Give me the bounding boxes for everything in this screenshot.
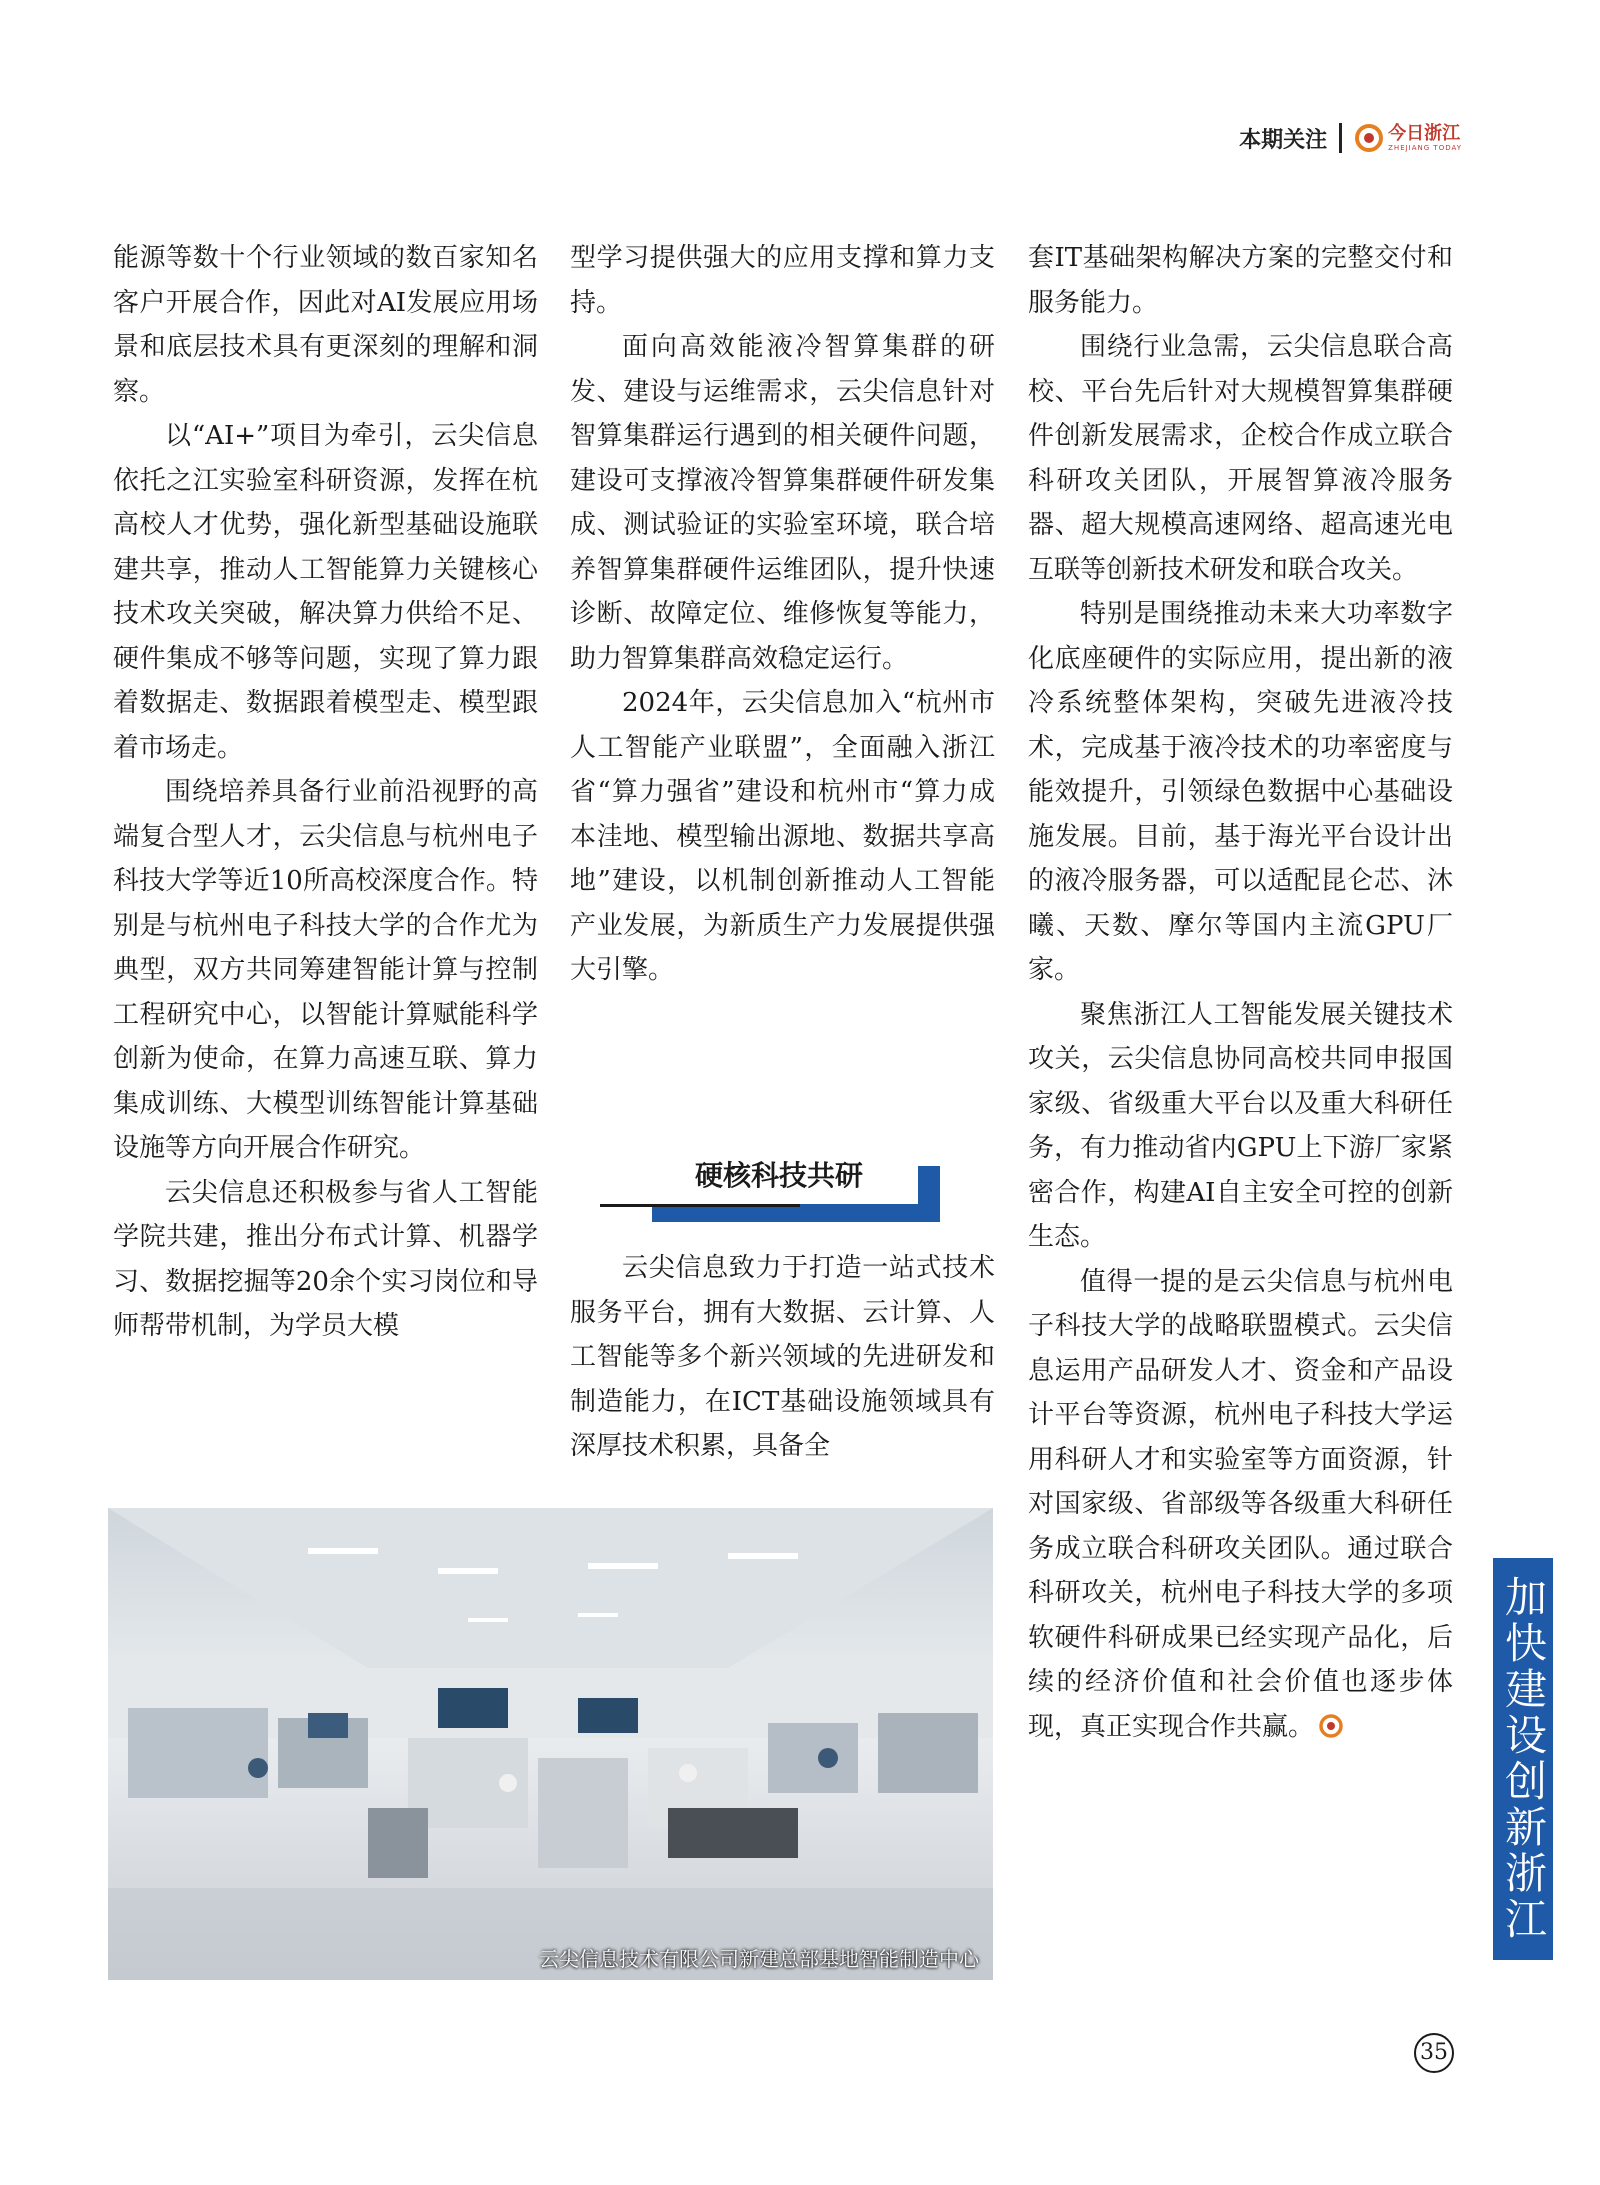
text-column-3 xyxy=(1028,236,1453,1749)
paragraph: 能源等数十个行业领域的数百家知名客户开展合作，因此对AI发展应用场景和底层技术具有更深刻的理解和洞察。 xyxy=(113,243,538,407)
logo-subtitle: ZHEJIANG TODAY xyxy=(1388,144,1462,152)
text-column-2 xyxy=(570,236,995,993)
paragraph: 特别是围绕推动未来大功率数字化底座硬件的实际应用，提出新的液冷系统整体架构，突破先进液冷技术，完成基于液冷技术的功率密度与能效提升，引领绿色数据中心基础设施发展。目前，基于海光平台设计出的液冷服务器，可以适配昆仑芯、沐曦、天数、摩尔等国内主流GPU厂家。 xyxy=(1028,599,1453,985)
today-zhejiang-logo-icon xyxy=(1354,123,1384,153)
page-header xyxy=(1239,118,1462,158)
paragraph: 云尖信息还积极参与省人工智能学院共建，推出分布式计算、机器学习、数据挖掘等20余个实习岗位和导师帮带机制，为学员大模 xyxy=(113,1177,538,1341)
end-mark-icon xyxy=(1318,1713,1344,1739)
paragraph: 聚焦浙江人工智能发展关键技术攻关，云尖信息协同高校共同申报国家级、省级重大平台以及重大科研任务，有力推动省内GPU上下游厂家紧密合作，构建AI自主安全可控的创新生态。 xyxy=(1028,999,1453,1252)
section-label: 本期关注 xyxy=(1239,127,1328,153)
side-tab-text: 加快建设创新浙江 xyxy=(1499,1575,1548,1943)
logo-title: 今日浙江 xyxy=(1388,123,1461,144)
text-column-2-continued xyxy=(570,1246,995,1469)
paragraph-final xyxy=(1028,1260,1453,1750)
paragraph: 以“AI+”项目为牵引，云尖信息依托之江实验室科研资源，发挥在杭高校人才优势，强化新型基础设施联建共享，推动人工智能算力关键核心技术攻关突破，解决算力供给不足、硬件集成不够等问题，实现了算力跟着数据走、数据跟着模型走、模型跟着市场走。 xyxy=(113,421,538,763)
publication-logo xyxy=(1354,123,1462,153)
page-number: 35 xyxy=(1414,2033,1454,2073)
section-heading-text: 硬核科技共研 xyxy=(694,1159,863,1192)
paragraph: 围绕培养具备行业前沿视野的高端复合型人才，云尖信息与杭州电子科技大学等近10所高校深度合作。特别是与杭州电子科技大学的合作尤为典型，双方共同筹建智能计算与控制工程研究中心，以智能计算赋能科学创新为使命，在算力高速互联、算力集成训练、大模型训练智能计算基础设施等方向开展合作研究。 xyxy=(113,777,538,1163)
paragraph-text: 值得一提的是云尖信息与杭州电子科技大学的战略联盟模式。云尖信息运用产品研发人才、资金和产品设计平台等资源，杭州电子科技大学运用科研人才和实验室等方面资源，针对国家级、省部级等各级重大科研任务成立联合科研攻关团队。通过联合科研攻关，杭州电子科技大学的多项软硬件科研成果已经实现产品化，后续的经济价值和社会价值也逐步体现，真正实现合作共赢。 xyxy=(1028,1266,1453,1742)
paragraph: 型学习提供强大的应用支撑和算力支持。 xyxy=(570,243,995,318)
photo-caption: 云尖信息技术有限公司新建总部基地智能制造中心 xyxy=(539,1947,979,1971)
text-column-1 xyxy=(113,236,538,1349)
paragraph: 面向高效能液冷智算集群的研发、建设与运维需求，云尖信息针对智算集群运行遇到的相关硬件问题，建设可支撑液冷智算集群硬件研发集成、测试验证的实验室环境，联合培养智算集群硬件运维团队，提升快速诊断、故障定位、维修恢复等能力，助力智算集群高效稳定运行。 xyxy=(570,332,995,674)
factory-photo xyxy=(108,1508,993,1980)
factory-floor-image xyxy=(108,1508,993,1980)
paragraph: 2024年，云尖信息加入“杭州市人工智能产业联盟”，全面融入浙江省“算力强省”建设和杭州市“算力成本洼地、模型输出源地、数据共享高地”建设，以机制创新推动人工智能产业发展，为新质生产力发展提供强大引擎。 xyxy=(570,688,995,985)
paragraph: 套IT基础架构解决方案的完整交付和服务能力。 xyxy=(1028,243,1453,318)
header-divider xyxy=(1339,123,1342,153)
side-section-tab xyxy=(1493,1558,1553,1960)
heading-underline xyxy=(600,1204,800,1207)
paragraph: 围绕行业急需，云尖信息联合高校、平台先后针对大规模智算集群硬件创新发展需求，企校合作成立联合科研攻关团队，开展智算液冷服务器、超大规模高速网络、超高速光电互联等创新技术研发和联合攻关。 xyxy=(1028,332,1453,585)
paragraph: 云尖信息致力于打造一站式技术服务平台，拥有大数据、云计算、人工智能等多个新兴领域的先进研发和制造能力，在ICT基础设施领域具有深厚技术积累，具备全 xyxy=(570,1253,995,1461)
section-heading xyxy=(600,1148,940,1230)
